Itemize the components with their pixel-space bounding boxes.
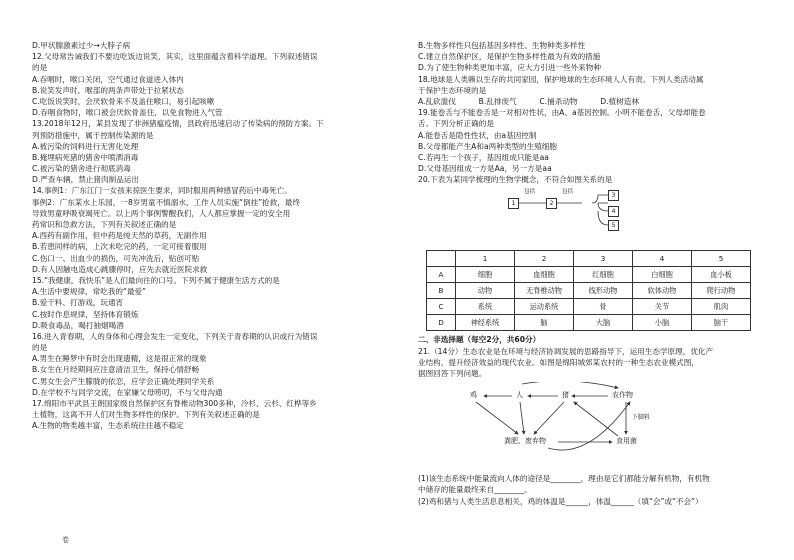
q21-part-line: (1)该生态系统中能量流向人体的途径是________，理由是它们都能分解有机物，有机物 [418, 474, 710, 484]
table-cell: 红细胞 [574, 267, 633, 283]
left-text-line: 的是 [32, 63, 48, 73]
diagram-box-4: 4 [608, 206, 619, 217]
right-text-line: A.乱砍滥伐 B.乱排废气 C.捕杀动物 D.植树造林 [418, 96, 639, 106]
diagram-box-1: 1 [508, 198, 519, 209]
left-text-line: A.被污染的饲料进行无害化处理 [32, 141, 139, 151]
table-cell: 线形动物 [574, 283, 633, 299]
left-text-line: B.说笑发声时，喉部的两条声带处于拉紧状态 [32, 85, 184, 95]
table-cell: 5 [692, 251, 751, 267]
eco-node-mushroom: 食用菌 [616, 437, 637, 446]
right-text-line: 20.下表为某同学梳理的生物学概念，不符合如图关系的是 [418, 175, 613, 185]
table-cell: B [427, 283, 456, 299]
table-cell: 动物 [456, 283, 515, 299]
left-text-line: 17.绵阳市平武县王朗国家级自然保护区有脊椎动物300多种，冷杉、云杉、红桦等乡 [32, 399, 317, 408]
eco-node-person: 人 [516, 391, 523, 400]
table-cell [427, 251, 456, 267]
section-2-title: 二、非选择题（每空2分，共60分） [418, 335, 541, 345]
table-cell: 大脑 [574, 315, 633, 331]
left-text-line: A.西药有副作用，但中药是纯天然的草药，无副作用 [32, 231, 207, 241]
left-text-line: 13.2018年12月，某县发现了非洲猪瘟疫情，县政府迅速启动了传染病的预防方案。下 [32, 119, 324, 129]
left-text-line: D.严查车辆，禁止猪肉制品运出 [32, 175, 139, 185]
right-text-line: 于保护生态环境的是 [418, 85, 487, 95]
left-text-line: 导致男童呼吸衰竭死亡。以上两个事例警醒我们，人人都应掌握一定的安全用 [32, 208, 291, 218]
table-cell: 关节 [633, 299, 692, 315]
left-text-line: 土植物，这离不开人们对生物多样性的保护。下列有关叙述正确的是 [32, 410, 260, 420]
eco-node-manure: 粪肥、废弃物 [504, 437, 546, 446]
left-text-line: 14.事例1：广东江门一女孩来掠医生要求，同时服用两种感冒药后中毒死亡。 [32, 186, 292, 196]
left-text-line: D.甲状腺激素过少→大脖子病 [32, 41, 131, 50]
eco-farm-arrows [458, 382, 688, 470]
left-text-line: B.若患同样的病，上次未吃完的药，一定可接着服用 [32, 242, 207, 252]
right-text-line: D.为了使生物种类更加丰富，应大力引进一些外来物种 [418, 63, 601, 73]
right-text-line: C.若再生一个孩子，基因组成只能是aa [418, 152, 549, 162]
eco-node-crop: 农作物 [612, 391, 633, 400]
table-cell: 运动系统 [515, 299, 574, 315]
left-text-line: D.有人因触电造成心跳骤停时，应先去就近医院求救 [32, 264, 208, 274]
right-text-line: B.父母都能产生A和a两种类型的生殖细胞 [418, 141, 557, 151]
right-text-line: 舌。下列分析正确的是 [418, 119, 494, 129]
table-cell: D [427, 315, 456, 331]
table-cell: 软体动物 [633, 283, 692, 299]
table-row [427, 299, 751, 315]
left-text-line: A.生活中要规律，常吃我的“最爱” [32, 287, 147, 297]
table-cell: 1 [456, 251, 515, 267]
table-cell: 骨 [574, 299, 633, 315]
table-cell: 2 [515, 251, 574, 267]
left-text-line: 15.“我健康，我快乐”是人们最向往的口号。下列不属于健康生活方式的是 [32, 275, 280, 285]
left-text-line: C.按时作息规律，坚持体育锻炼 [32, 309, 139, 319]
table-cell: 爬行动物 [692, 283, 751, 299]
table-cell: 4 [633, 251, 692, 267]
binding-line-mark: 卷 [62, 536, 69, 544]
table-cell: 细胞 [456, 267, 515, 283]
table-row [427, 283, 751, 299]
table-cell: 肌肉 [692, 299, 751, 315]
diagram-box-5: 5 [608, 220, 619, 231]
right-questions [418, 40, 766, 185]
left-text-line: B.掩埋病死猪的猪舍中喷洒消毒 [32, 152, 139, 162]
left-text-line: C.吃饭说笑时，会厌软骨来不及盖住喉口，易引起咳嗽 [32, 96, 215, 106]
left-text-line: 12.父母常告诫我们不要边吃饭边说笑，其实，这里面蕴含着科学道理。下列叙述错误 [32, 52, 318, 62]
q21-text-line: 21.（14分）生态农业是在环境与经济协调发展的思路指导下，运用生态学原理，优化产 [418, 346, 714, 356]
left-text-line: 16.进入青春期，人的身体和心理会发生一定变化，下列关于青春期的认识或行为错误 [32, 331, 318, 341]
left-text-line: 的是 [32, 343, 48, 353]
table-cell: 脑 [515, 315, 574, 331]
table-row [427, 267, 751, 283]
table-cell: 无脊椎动物 [515, 283, 574, 299]
table-row [427, 251, 751, 267]
left-text-line: D.在学校不与同学交流，在家嫌父母唠叨，不与父母沟通 [32, 387, 223, 397]
left-text-line: D.吞咽食物时，喉口被会厌软骨盖住，以免食物进入气管 [32, 108, 223, 118]
eco-farm-diagram [458, 382, 688, 470]
eco-label-feed: 下脚料 [632, 414, 651, 422]
right-text-line: D.父母基因组成一方是Aa，另一方是aa [418, 164, 552, 174]
diagram-box-2: 2 [546, 198, 557, 209]
table-cell: 神经系统 [456, 315, 515, 331]
question-21 [418, 346, 766, 380]
right-column [418, 40, 766, 507]
diagram-label-2: 包括 [562, 189, 574, 196]
table-cell: 3 [574, 251, 633, 267]
right-text-line: C.建立自然保护区，是保护生物多样性最为有效的措施 [418, 52, 601, 62]
table-cell: 小脑 [633, 315, 692, 331]
eco-node-chicken: 鸡 [470, 391, 477, 400]
table-cell: 血小板 [692, 267, 751, 283]
table-cell: 白细胞 [633, 267, 692, 283]
table-cell: 系统 [456, 299, 515, 315]
table-row [427, 315, 751, 331]
right-text-line: 19.能卷舌与不能卷舌是一对相对性状，由A、a基因控制。小明不能卷舌，父母却能卷 [418, 108, 706, 118]
left-text-line: B.爱干料、打游戏，玩通宵 [32, 298, 124, 308]
diagram-box-3: 3 [608, 190, 619, 201]
q21-text-line: 据图回答下列问题。 [418, 369, 487, 378]
left-text-line: C.被污染的猪舍进行彻底消毒 [32, 164, 131, 174]
concept-table [426, 250, 751, 331]
table-cell: 脑干 [692, 315, 751, 331]
left-text-line: 列预防措施中，属于控制传染源的是 [32, 130, 154, 140]
left-text-line: 药常识和急救方法，下列有关叙述正确的是 [32, 220, 177, 229]
concept-diagram [508, 187, 658, 247]
diagram-label-1: 包括 [524, 189, 536, 196]
q21-part-line: (2)鸡和猪与人类生活息息相关，鸡的体温是______，体温______（填“会”或“不会”） [418, 496, 703, 506]
left-text-line: C.伤口一、出血少的损伤，可先冲洗后，贴创可贴 [32, 253, 200, 263]
left-text-line: C.男女生会产生朦胧的依恋，应学会正确处理同学关系 [32, 376, 215, 386]
left-text-line: D.吸食毒品，喝打抽烟喝酒 [32, 320, 124, 330]
right-text-line: A.能卷舌是隐性性状，由a基因控制 [418, 130, 537, 140]
table-cell: C [427, 299, 456, 315]
right-text-line: 18.地球是人类赖以生存的共同家园，保护地球的生态环境人人有责。下列人类活动属 [418, 74, 704, 84]
table-cell: 血细胞 [515, 267, 574, 283]
left-text-line: 事例2：广东某水上乐园，一8岁男童不慎溺水，工作人员实施“倒挂”抢救，最终 [32, 197, 301, 207]
right-text-line: B.生物多样性只包括基因多样性、生物种类多样性 [418, 41, 586, 50]
eco-node-pig: 猪 [562, 391, 569, 400]
left-column [32, 40, 368, 432]
left-text-line: B.女生在月经期间应注意清洁卫生，保持心情舒畅 [32, 365, 200, 375]
q21-text-line: 业结构，提升经济效益的现代农业。如图是绵阳城郊某农村的一种生态农业模式图， [418, 357, 699, 367]
left-text-line: A.男生在睡梦中有时会出现遗精，这是很正常的现象 [32, 354, 207, 364]
left-text-line: A.生物的物类越丰富，生态系统往往越不稳定 [32, 421, 184, 431]
q21-part-line: 中储存的能量最终来自________。 [418, 485, 532, 495]
left-text-line: A.吞咽时，喉口关闭，空气通过食道进入体内 [32, 74, 184, 84]
table-cell: A [427, 267, 456, 283]
question-21-parts [418, 473, 766, 507]
